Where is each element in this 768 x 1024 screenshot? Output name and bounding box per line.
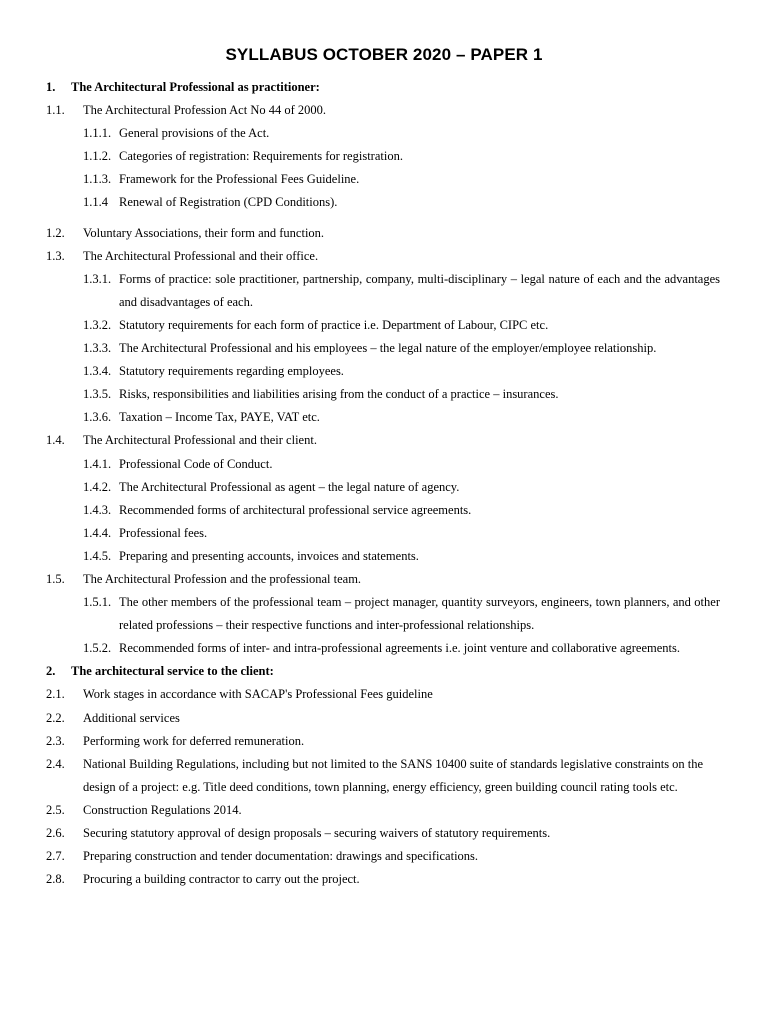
syllabus-item bbox=[46, 245, 720, 268]
syllabus-item bbox=[46, 99, 720, 122]
syllabus-item bbox=[46, 799, 720, 822]
item-number: 1.3.6. bbox=[83, 410, 112, 425]
document-title: SYLLABUS OCTOBER 2020 – PAPER 1 bbox=[225, 45, 543, 64]
item-text: National Building Regulations, including but not limited to the SANS 10400 suite of standards legislative constraints on the design of a project: e.g. Title deed conditions, town planning, energy efficiency, green building council rating tools etc. bbox=[83, 756, 704, 794]
syllabus-item bbox=[46, 545, 720, 568]
item-number: 1.2. bbox=[46, 225, 65, 240]
item-number: 2.5. bbox=[46, 802, 65, 817]
syllabus-item bbox=[46, 268, 720, 314]
item-text: Categories of registration: Requirements for registration. bbox=[119, 149, 403, 164]
item-text: The Architectural Professional as practitioner: bbox=[71, 80, 320, 94]
item-text: Framework for the Professional Fees Guideline. bbox=[119, 172, 360, 187]
syllabus-item bbox=[46, 406, 720, 429]
syllabus-item bbox=[46, 314, 720, 337]
item-number: 1.3. bbox=[46, 248, 65, 263]
syllabus-item bbox=[46, 222, 720, 245]
syllabus-item bbox=[46, 822, 720, 845]
item-text: Voluntary Associations, their form and function. bbox=[83, 225, 325, 240]
item-number: 1.1.4 bbox=[83, 195, 108, 210]
item-number: 2.7. bbox=[46, 849, 65, 864]
item-number: 1.3.3. bbox=[83, 341, 112, 356]
syllabus-item bbox=[46, 707, 720, 730]
item-text: Professional Code of Conduct. bbox=[119, 456, 273, 471]
item-number: 2.8. bbox=[46, 872, 65, 887]
item-text: Forms of practice: sole practitioner, partnership, company, multi-disciplinary – legal nature of each and the advantages and disadvantages of each. bbox=[119, 271, 720, 309]
syllabus-item bbox=[46, 453, 720, 476]
syllabus-item bbox=[46, 868, 720, 891]
item-text: Renewal of Registration (CPD Conditions). bbox=[119, 195, 338, 210]
syllabus-list bbox=[46, 76, 720, 891]
item-number: 1.5.2. bbox=[83, 641, 112, 656]
item-text: Performing work for deferred remuneration. bbox=[83, 733, 305, 748]
syllabus-item bbox=[46, 568, 720, 591]
item-number: 1.4.4. bbox=[83, 525, 112, 540]
syllabus-item bbox=[46, 145, 720, 168]
item-number: 1.5. bbox=[46, 571, 65, 586]
item-text: Securing statutory approval of design proposals – securing waivers of statutory requirements. bbox=[83, 826, 551, 840]
item-number: 1.4.2. bbox=[83, 479, 112, 494]
syllabus-item bbox=[46, 191, 720, 214]
item-text: The Architectural Professional as agent – the legal nature of agency. bbox=[119, 479, 460, 494]
syllabus-item bbox=[46, 122, 720, 145]
item-number: 1.1. bbox=[46, 103, 65, 118]
syllabus-item bbox=[46, 499, 720, 522]
item-number: 2.3. bbox=[46, 733, 65, 748]
section-spacer bbox=[46, 215, 720, 222]
syllabus-item bbox=[46, 845, 720, 868]
item-text: Statutory requirements for each form of practice i.e. Department of Labour, CIPC etc. bbox=[119, 317, 549, 332]
item-number: 1.4.3. bbox=[83, 502, 112, 517]
item-text: Construction Regulations 2014. bbox=[83, 802, 242, 817]
item-text: Preparing and presenting accounts, invoices and statements. bbox=[119, 548, 419, 563]
section-heading bbox=[46, 76, 720, 99]
syllabus-item bbox=[46, 522, 720, 545]
syllabus-item bbox=[46, 168, 720, 191]
syllabus-item bbox=[46, 730, 720, 753]
item-text: Statutory requirements regarding employees. bbox=[119, 364, 344, 379]
syllabus-item bbox=[46, 383, 720, 406]
item-number: 1. bbox=[46, 80, 56, 94]
syllabus-item bbox=[46, 429, 720, 452]
item-text: General provisions of the Act. bbox=[119, 126, 270, 141]
item-text: Recommended forms of inter- and intra-professional agreements i.e. joint venture and collaborative agreements. bbox=[119, 641, 681, 656]
syllabus-item bbox=[46, 683, 720, 706]
item-number: 2. bbox=[46, 664, 56, 679]
item-text: The Architectural Profession Act No 44 of 2000. bbox=[83, 103, 327, 118]
item-number: 1.4. bbox=[46, 433, 65, 448]
item-number: 1.1.2. bbox=[83, 149, 112, 164]
item-text: Procuring a building contractor to carry out the project. bbox=[83, 872, 360, 887]
item-text: The Architectural Professional and his employees – the legal nature of the employer/employee relationship. bbox=[119, 341, 657, 356]
item-text: Taxation – Income Tax, PAYE, VAT etc. bbox=[119, 410, 320, 425]
item-number: 1.3.4. bbox=[83, 364, 112, 379]
item-text: Work stages in accordance with SACAP's Professional Fees guideline bbox=[83, 687, 433, 702]
item-text: The other members of the professional team – project manager, quantity surveyors, engineers, town planners, and other related professions – their respective functions and inter-professional relationships. bbox=[119, 595, 720, 633]
item-text: The architectural service to the client: bbox=[71, 664, 274, 679]
item-number: 1.4.5. bbox=[83, 548, 112, 563]
item-number: 1.4.1. bbox=[83, 456, 112, 471]
syllabus-item bbox=[46, 476, 720, 499]
item-number: 1.1.1. bbox=[83, 126, 112, 141]
syllabus-item bbox=[46, 753, 720, 799]
item-text: The Architectural Profession and the professional team. bbox=[83, 571, 362, 586]
item-text: Professional fees. bbox=[119, 525, 208, 540]
item-number: 1.1.3. bbox=[83, 172, 112, 187]
item-text: The Architectural Professional and their client. bbox=[83, 433, 317, 448]
syllabus-item bbox=[46, 637, 720, 660]
item-number: 1.3.2. bbox=[83, 317, 112, 332]
item-text: Recommended forms of architectural professional service agreements. bbox=[119, 502, 472, 517]
item-number: 2.6. bbox=[46, 826, 65, 840]
section-heading bbox=[46, 660, 720, 683]
item-number: 1.5.1. bbox=[83, 595, 112, 610]
item-text: Preparing construction and tender documentation: drawings and specifications. bbox=[83, 849, 479, 864]
syllabus-item bbox=[46, 591, 720, 637]
item-number: 1.3.5. bbox=[83, 387, 112, 402]
item-number: 2.4. bbox=[46, 756, 65, 771]
item-text: Risks, responsibilities and liabilities arising from the conduct of a practice – insurances. bbox=[119, 387, 559, 402]
item-text: The Architectural Professional and their office. bbox=[83, 248, 319, 263]
item-number: 2.1. bbox=[46, 687, 65, 702]
syllabus-item bbox=[46, 360, 720, 383]
item-number: 2.2. bbox=[46, 710, 65, 725]
item-text: Additional services bbox=[83, 710, 180, 725]
syllabus-item bbox=[46, 337, 720, 360]
item-number: 1.3.1. bbox=[83, 271, 112, 286]
